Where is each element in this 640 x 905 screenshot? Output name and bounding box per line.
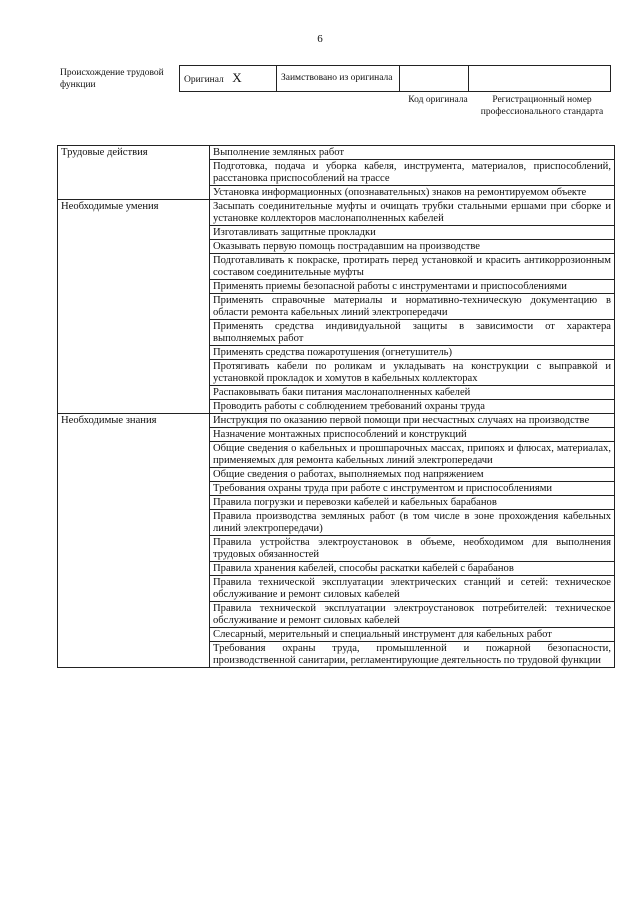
section-item: Применять справочные материалы и нормативно-техническую документацию в области ремонта кабельных линий электропередачи: [210, 294, 615, 320]
table-row: [58, 414, 615, 428]
section-label: Необходимые знания: [58, 414, 210, 668]
section-item: Общие сведения о работах, выполняемых под напряжением: [210, 468, 615, 482]
section-item: Установка информационных (опознавательных) знаков на ремонтируемом объекте: [210, 186, 615, 200]
section-item: Правила погрузки и перевозки кабелей и кабельных барабанов: [210, 496, 615, 510]
section-item: Правила производства земляных работ (в том числе в зоне прохождения кабельных линий электропередачи): [210, 510, 615, 536]
section-item: Правила технической эксплуатации электрических станций и сетей: техническое обслуживание и ремонт силовых кабелей: [210, 576, 615, 602]
section-item: Инструкция по оказанию первой помощи при несчастных случаях на производстве: [210, 414, 615, 428]
original-mark: X: [232, 69, 242, 85]
section-item: Правила хранения кабелей, способы раскатки кабелей с барабанов: [210, 562, 615, 576]
section-item: Подготавливать к покраске, протирать перед установкой и красить антикоррозионным составом соединительные муфты: [210, 254, 615, 280]
borrowed-cell: [277, 66, 400, 92]
section-item: Применять приемы безопасной работы с инструментами и приспособлениями: [210, 280, 615, 294]
section-item: Засыпать соединительные муфты и очищать трубки стальными ершами при сборке и установке коллекторов маслонаполненных кабелей: [210, 200, 615, 226]
section-item: Распаковывать баки питания маслонаполненных кабелей: [210, 386, 615, 400]
code-caption: Код оригинала: [408, 95, 468, 105]
section-item: Выполнение земляных работ: [210, 146, 615, 160]
section-item: Изготавливать защитные прокладки: [210, 226, 615, 240]
reg-caption: Регистрационный номер профессионального стандарта: [480, 95, 604, 117]
section-item: Правила устройства электроустановок в объеме, необходимом для выполнения трудовых обязанностей: [210, 536, 615, 562]
origin-table: [179, 65, 611, 92]
section-item: Подготовка, подача и уборка кабеля, инструмента, материалов, приспособлений, расстановка приспособлений на трассе: [210, 160, 615, 186]
original-label: Оригинал: [184, 74, 224, 85]
code-cell: [400, 66, 469, 92]
section-item: Правила технической эксплуатации электроустановок потребителей: техническое обслуживание и ремонт силовых кабелей: [210, 602, 615, 628]
table-row: [58, 200, 615, 226]
section-item: Применять средства индивидуальной защиты в зависимости от характера выполняемых работ: [210, 320, 615, 346]
section-item: Проводить работы с соблюдением требований охраны труда: [210, 400, 615, 414]
reg-number-cell: [469, 66, 611, 92]
section-label: Трудовые действия: [58, 146, 210, 200]
table-row: [58, 146, 615, 160]
section-label: Необходимые умения: [58, 200, 210, 414]
section-item: Общие сведения о кабельных и прошпарочных массах, припоях и флюсах, материалах, применяемых для ремонта кабельных линий электропередачи: [210, 442, 615, 468]
borrowed-label: Заимствовано из оригинала: [281, 73, 393, 83]
labor-function-table: [57, 145, 615, 668]
section-item: Оказывать первую помощь пострадавшим на производстве: [210, 240, 615, 254]
section-item: Слесарный, мерительный и специальный инструмент для кабельных работ: [210, 628, 615, 642]
original-cell: [180, 66, 277, 92]
origin-label: Происхождение трудовой функции: [60, 68, 164, 90]
page-number: 6: [317, 33, 323, 45]
section-item: Требования охраны труда, промышленной и пожарной безопасности, производственной санитарии, регламентирующие деятельность по трудовой функции: [210, 642, 615, 668]
section-item: Применять средства пожаротушения (огнетушитель): [210, 346, 615, 360]
section-item: Протягивать кабели по роликам и укладывать на конструкции с выправкой и установкой прокладок и хомутов в кабельных коллекторах: [210, 360, 615, 386]
section-item: Назначение монтажных приспособлений и конструкций: [210, 428, 615, 442]
section-item: Требования охраны труда при работе с инструментом и приспособлениями: [210, 482, 615, 496]
